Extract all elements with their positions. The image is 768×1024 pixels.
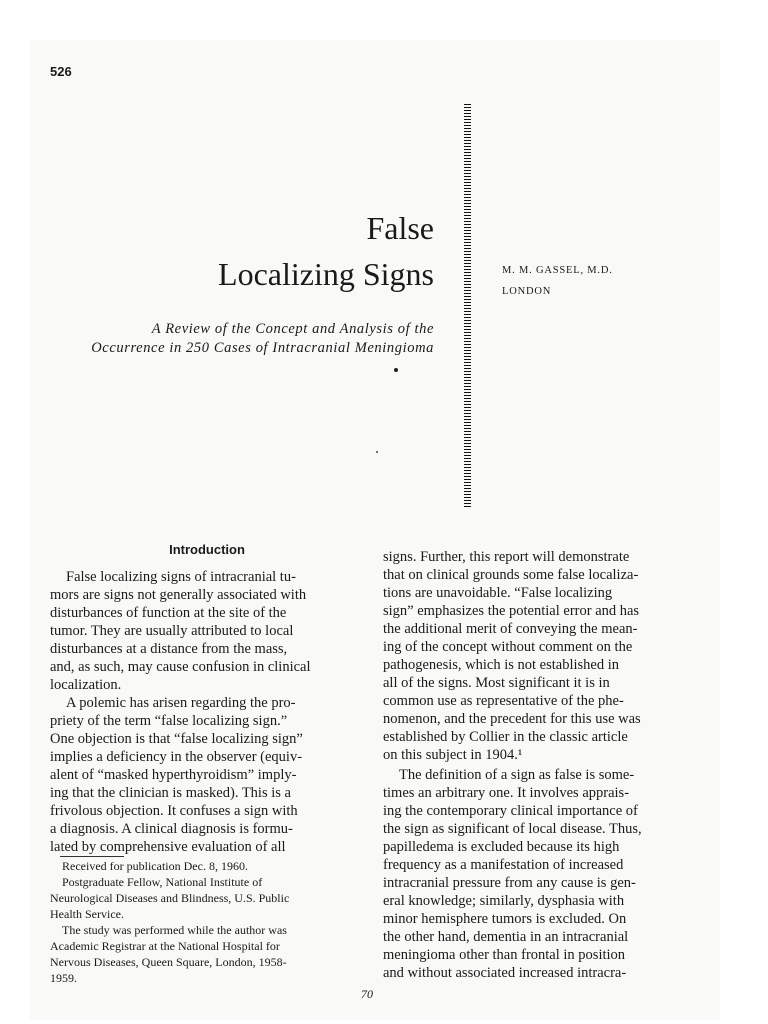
barcode-strip xyxy=(464,104,471,507)
body-line: and without associated increased intracra- xyxy=(383,965,627,981)
author-name: M. M. GASSEL, M.D. xyxy=(502,265,613,276)
section-heading-introduction: Introduction xyxy=(169,542,245,557)
body-line: frequency as a manifestation of increased xyxy=(383,857,624,873)
body-line: A polemic has arisen regarding the pro- xyxy=(66,695,296,711)
author-location: LONDON xyxy=(502,286,552,297)
body-line: ing that the clinician is masked). This is a xyxy=(50,785,291,801)
body-line: sign” emphasizes the potential error and has xyxy=(383,603,640,619)
body-line: intracranial pressure from any cause is gen- xyxy=(383,875,636,891)
body-line: pathogenesis, which is not established in xyxy=(383,657,619,673)
body-line: minor hemisphere tumors is excluded. On xyxy=(383,911,627,927)
body-line: on this subject in 1904.¹ xyxy=(383,747,523,763)
body-line: meningioma other than frontal in position xyxy=(383,947,626,963)
page-number: 526 xyxy=(50,64,72,79)
article-title-line-1: False xyxy=(366,210,434,246)
body-line: common use as representative of the phe- xyxy=(383,693,624,709)
footnote-line: Academic Registrar at the National Hospital for xyxy=(50,939,280,953)
subtitle-line: Occurrence in 250 Cases of Intracranial Meningioma xyxy=(91,340,434,356)
body-line: implies a deficiency in the observer (equiv- xyxy=(50,749,303,765)
body-line: a diagnosis. A clinical diagnosis is formu- xyxy=(50,821,293,837)
footnote-rule xyxy=(60,856,124,857)
footnote-line: 1959. xyxy=(50,971,77,985)
body-line: tumor. They are usually attributed to local xyxy=(50,623,294,639)
body-line: that on clinical grounds some false localiza- xyxy=(383,567,639,583)
body-line: signs. Further, this report will demonstrate xyxy=(383,549,630,565)
body-line: times an arbitrary one. It involves apprais- xyxy=(383,785,630,801)
body-line: priety of the term “false localizing sign.” xyxy=(50,713,288,729)
body-line: the additional merit of conveying the mean- xyxy=(383,621,638,637)
footnote-line: Received for publication Dec. 8, 1960. xyxy=(62,859,248,873)
footnote-line: Nervous Diseases, Queen Square, London, 1958- xyxy=(50,955,287,969)
body-line: frivolous objection. It confuses a sign with xyxy=(50,803,298,819)
body-line: nomenon, and the precedent for this use was xyxy=(383,711,641,727)
article-title-line-2: Localizing Signs xyxy=(218,256,434,292)
body-line: eral knowledge; similarly, dysphasia with xyxy=(383,893,625,909)
footnote-line: Neurological Diseases and Blindness, U.S. Public xyxy=(50,891,290,905)
footnote-line: Postgraduate Fellow, National Institute of xyxy=(62,875,263,889)
footer-page-number: 70 xyxy=(361,987,373,1001)
body-line: disturbances of function at the site of the xyxy=(50,605,287,621)
body-line: alent of “masked hyperthyroidism” imply- xyxy=(50,767,297,783)
article-subtitle xyxy=(30,320,434,358)
body-line: papilledema is excluded because its high xyxy=(383,839,620,855)
body-line: all of the signs. Most significant it is in xyxy=(383,675,610,691)
body-line: One objection is that “false localizing sign” xyxy=(50,731,303,747)
body-line: ing the contemporary clinical importance of xyxy=(383,803,638,819)
body-line: mors are signs not generally associated with xyxy=(50,587,307,603)
body-line: ing of the concept without comment on the xyxy=(383,639,633,655)
body-line: and, as such, may cause confusion in clinical xyxy=(50,659,311,675)
body-line: localization. xyxy=(50,677,122,693)
subtitle-line: A Review of the Concept and Analysis of the xyxy=(151,321,434,337)
body-line: disturbances at a distance from the mass, xyxy=(50,641,288,657)
body-line: tions are unavoidable. “False localizing xyxy=(383,585,613,601)
speck-mark xyxy=(376,451,378,453)
body-line: established by Collier in the classic article xyxy=(383,729,628,745)
body-line: the sign as significant of local disease. Thus, xyxy=(383,821,642,837)
body-line: lated by comprehensive evaluation of all xyxy=(50,839,286,855)
decorative-dot xyxy=(394,368,398,372)
body-line: The definition of a sign as false is some- xyxy=(399,767,635,783)
footnote-line: The study was performed while the author was xyxy=(62,923,287,937)
footnote-line: Health Service. xyxy=(50,907,124,921)
body-line: the other hand, dementia in an intracranial xyxy=(383,929,629,945)
body-line: False localizing signs of intracranial tu- xyxy=(66,569,296,585)
